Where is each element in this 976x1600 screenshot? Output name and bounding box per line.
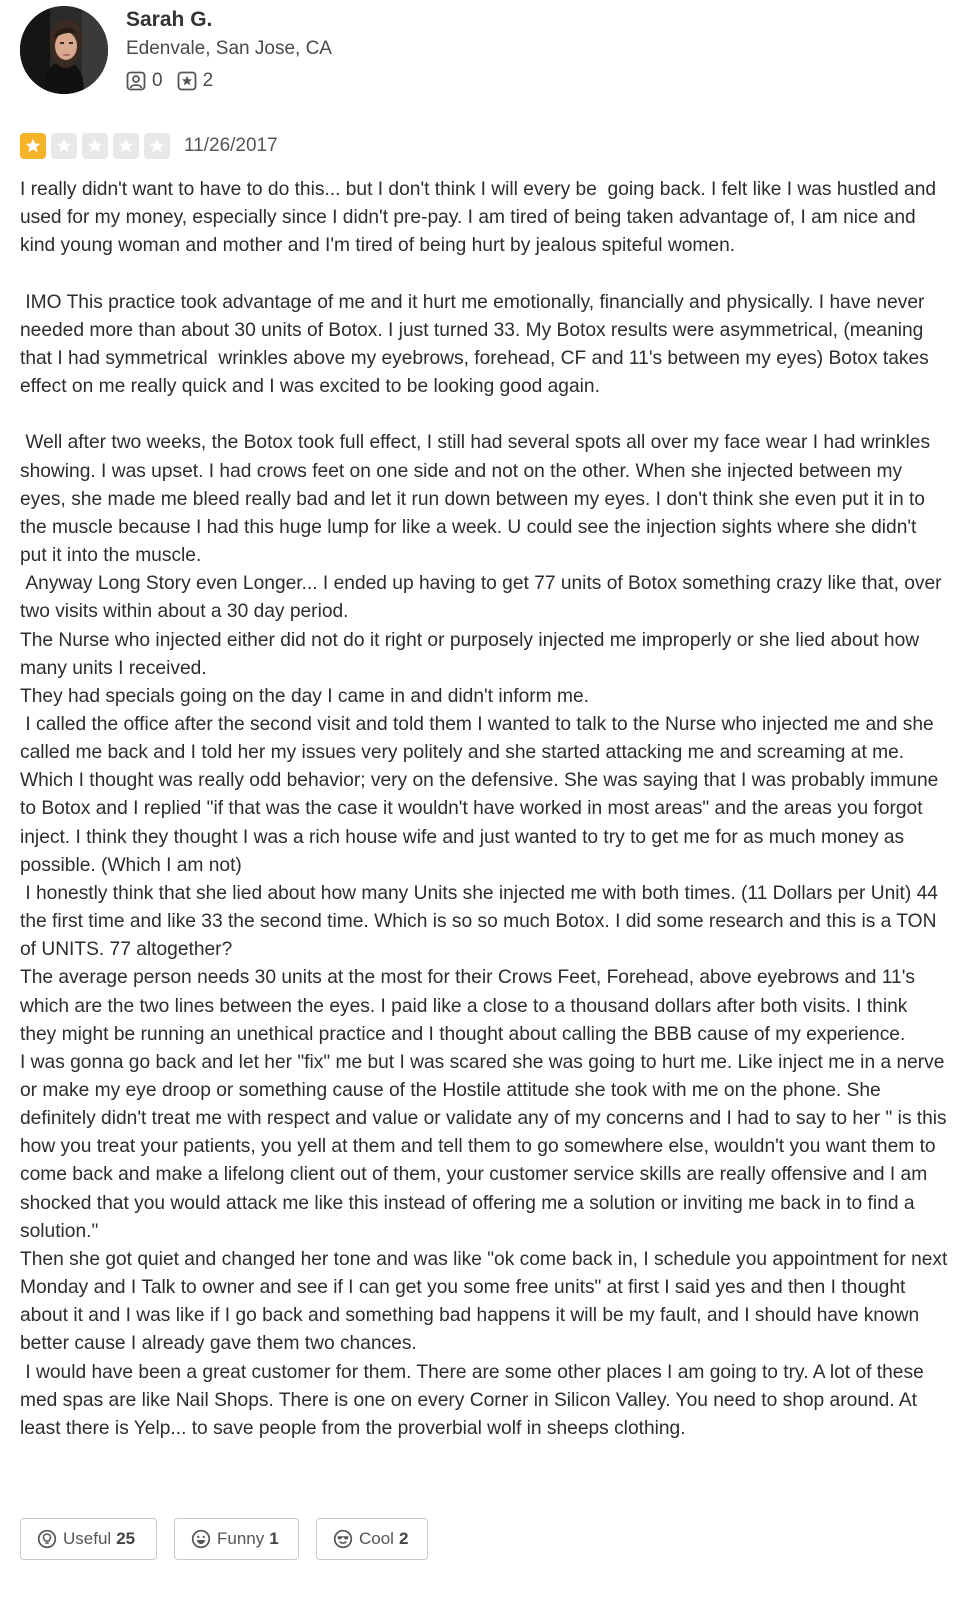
cool-button[interactable] [316,1518,428,1560]
reviewer-name[interactable]: Sarah G. [126,8,213,31]
review-text: I really didn't want to have to do this... but I don't think I will every be going back. I felt like I was hustled and used for my money, especially since I didn't pre-pay. I am tired of being taken advantage of, I am nice and kind young woman and mother and I'm tired of being hurt by jealous spiteful women. IMO This practice took advantage of me and it hurt me emotionally, financially and physically. I have never needed more than about 30 units of Botox. I just turned 33. My Botox results were asymmetrical, (meaning that I had symmetrical wrinkles above my eyebrows, forehead, CF and 11's between my eyes) Botox takes effect on me really quick and I was excited to be looking good again. Well after two weeks, the Botox took full effect, I still had several spots all over my face wear I had wrinkles showing. I was upset. I had crows feet on one side and not on the other. When she injected between my eyes, she made me bleed really bad and let it run down between my eyes. I don't think she even put it in to the muscle because I had this huge lump for like a week. U could see the injection sights where she didn't put it into the muscle. Anyway Long Story even Longer... I ended up having to get 77 units of Botox something crazy like that, over two visits within about a 30 day period. The Nurse who injected either did not do it right or purposely injected me improperly or she lied about how many units I received. They had specials going on the day I came in and didn't inform me. I called the office after the second visit and told them I wanted to talk to the Nurse who injected me and she called me back and I told her my issues very politely and she started attacking me and screaming at me. Which I thought was really odd behavior; very on the defensive. She was saying that I was probably immune to Botox and I replied "if that was the case it wouldn't have worked in most areas" and the areas you forgot inject. I think they thought I was a rich house wife and just wanted to try to get me for as much money as possible. (Which I am not) I honestly think that she lied about how many Units she injected me with both times. (11 Dollars per Unit) 44 the first time and like 33 the second time. Which is so so much Botox. I did some research and this is a TON of UNITS. 77 altogether? The average person needs 30 units at the most for their Crows Feet, Forehead, above eyebrows and 11's which are the two lines between the eyes. I paid like a close to a thousand dollars after both visits. I think they might be running an unethical practice and I thought about calling the BBB cause of my experience. I was gonna go back and let her "fix" me but I was scared she was going to hurt me. Like inject me in a nerve or make my eye droop or something cause of the Hostile attitude she took with me on the phone. She definitely didn't treat me with respect and value or validate any of my concerns and I had to say to her " is this how you treat your patients, you yell at them and tell them to go somewhere else, wouldn't you want them to come back and make a lifelong client out of them, your customer service skills are really offensive and I am shocked that you would attack me like this instead of offering me a solution or inviting me back in to find a solution." Then she got quiet and changed her tone and was like "ok come back in, I schedule you appointment for next Monday and I Talk to owner and see if I can get you some free units" at first I said yes and then I thought about it and I was like if I go back and something bad happens it will be my fault, and I should have known better cause I already gave them two chances. I would have been a great customer for them. There are some other places I am going to try. A lot of these med spas are like Nail Shops. There is one on every Corner in Silicon Valley. You need to shop around. At least there is Yelp... to save people from the proverbial wolf in sheeps clothing. [20,179,948,1439]
smiley-icon [191,1529,211,1549]
star-icon [20,133,46,159]
reviews-stat [177,70,214,92]
useful-label: Useful [63,1529,112,1548]
review-date: 11/26/2017 [184,135,278,156]
cool-label: Cool [359,1529,394,1548]
useful-count: 25 [116,1529,136,1548]
user-photo-icon [20,6,108,94]
funny-count: 1 [269,1529,279,1548]
review-actions [20,1518,445,1560]
review-star-icon [177,71,197,91]
star-rating [20,133,175,159]
avatar[interactable] [20,6,108,94]
friends-icon [126,71,146,91]
rating-row [20,132,278,160]
reviewer-stats [126,70,227,92]
funny-button[interactable] [174,1518,299,1560]
funny-label: Funny [217,1529,265,1548]
star-icon [144,133,170,159]
star-icon [82,133,108,159]
lightbulb-icon [37,1529,57,1549]
friends-count: 0 [152,70,163,91]
reviews-count: 2 [202,70,214,91]
reviewer-location: Edenvale, San Jose, CA [126,38,332,59]
useful-button[interactable] [20,1518,157,1560]
sunglasses-face-icon [333,1529,353,1549]
friends-stat [126,70,163,92]
reviewer-header [20,6,950,98]
star-icon [51,133,77,159]
star-icon [113,133,139,159]
cool-count: 2 [398,1529,409,1548]
